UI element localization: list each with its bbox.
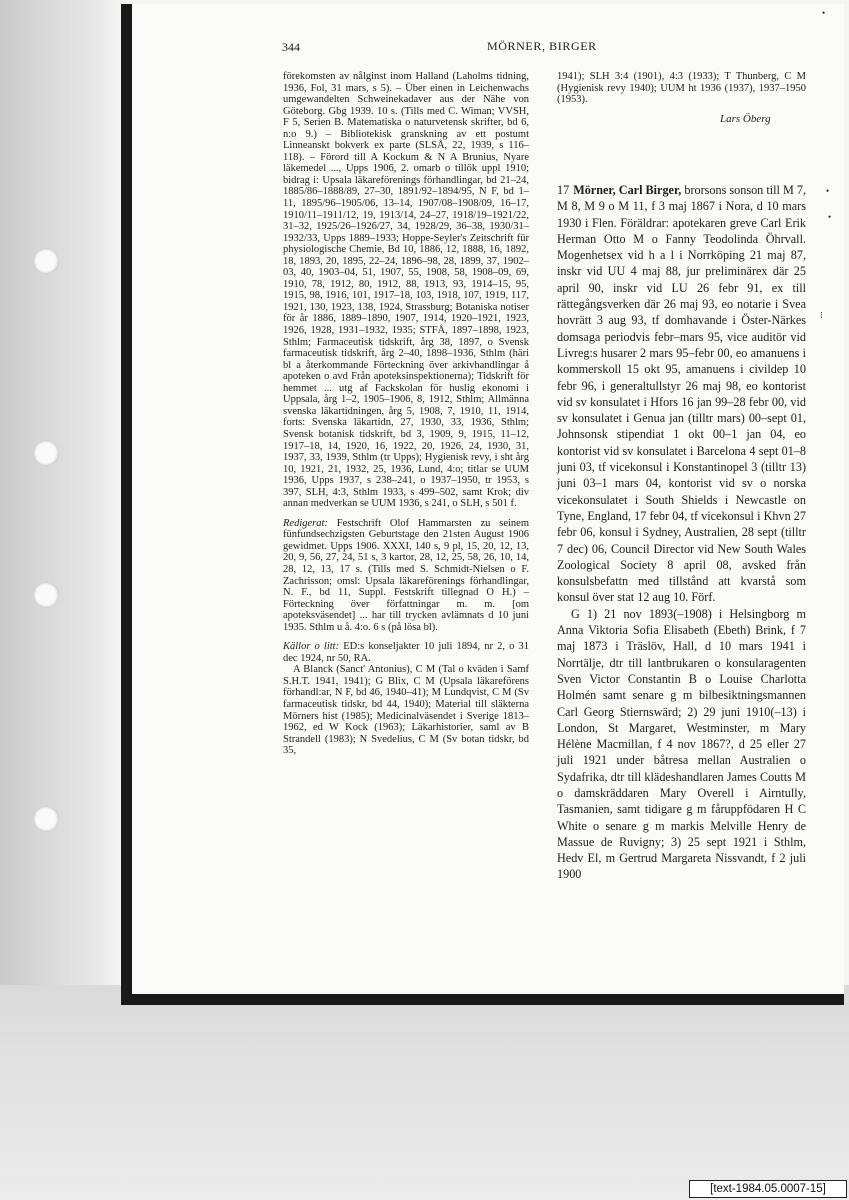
right-column-top [557,71,806,106]
margin-mark: • [822,8,826,18]
biography-entry [557,182,806,606]
edited-label: Redigerat: [283,517,328,529]
bibliography-text: förekomsten av nålginst inom Halland (Laholms tidning, 1936, Fol, 31 mars, s 5). – Über einen in Leichenwachs umgewandelten Schweinekadaver aus der Nähe von Göteborg. Gbg 1939. 10 s. (Tills med C. Wiman; VVSH, F 5, Serien B. Matematiska o naturvetensk skrifter, bd 6, n:o 9.) – Bibliotekisk granskning av ett postumt Linneanskt bokverk ex parte (SLSÅ, 22, 1939, s 116–118). – Förord till A Kockum & N A Brunius, Nyare läkemedel ..., Upps 1906, 2. omarb o tillök uppl 1910; bidrag i: Upsala läkareförenings förhandlingar, bd 21–24, 1885/86–1888/89, 27–30, 1891/92–1894/95, N F, bd 1–11, 1895/96–1905/06, 13–14, 1907/08–1908/09, 16–17, 1910/11–1911/12, 19, 1913/14, 24–27, 1918/19–1921/22, 31–32, 1925/26–1926/27, 34, 1928/29, 36–38, 1930/31–1932/33, Upps 1889–1933; Hoppe-Seyler's Zeitschrift für physiologische Chemie, Bd 10, 1886, 12, 1888, 16, 1892, 18, 1893, 20, 1895, 22–24, 1896–98, 28, 1899, 37, 1902–03, 40, 1903–04, 51, 1907, 55, 1908, 58, 1908–09, 69, 1910, 78, 1912, 80, 1912, 88, 1913, 93, 1914–15, 95, 1915, 98, 1916, 101, 1917–18, 103, 1918, 107, 1919, 117, 1921, 130, 1923, 138, 1924, Strassburg; Botaniska notiser för år 1886, 1889–1890, 1907, 1914, 1920–1921, 1923, 1926, 1928, 1931–1932, 1935; STFÅ, 1897–1898, 1923, Sthlm; Farmaceutisk tidskrift, årg 38, 1897, o Svensk farmaceutisk tidskrift, årg 2–40, 1898–1936, Sthlm (häri bl a återkommande Förteckning över arkivhandlingar å apoteken o avd Från apoteksinspektionerna); Tidskrift för hemmet ... utg af Fackskolan för huslig ekonomi i Uppsala, årg 1–2, 1905–1906, 8, 1912, Sthlm; Allmänna svenska läkartidningen, årg 5, 1908, 7, 1910, 11, 1914, forts: Svenska läkartidn, 27, 1930, 33, 1936, Sthlm; Svensk botanisk tidskrift, bd 3, 1909, 9, 1915, 11–12, 1917–18, 14, 1920, 16, 1922, 20, 1926, 24, 1930, 31, 1937, 33, 1939, Sthlm (tr Upps); Hygienisk revy, i sht årg 10, 1921, 21, 1932, 25, 1936, Lund, 4:o; titlar se UUM 1936, Upps 1937, s 238–241, o 1937–1950, tr 1953, s 397, SLH, 4:3, Sthlm 1933, s 499–502, samt Krok; div annan medverkan se UUM 1936, s 241, o SLH, s 501 f. [283,71,529,510]
margin-mark: • [826,186,830,196]
sources-continuation: 1941); SLH 3:4 (1901), 4:3 (1933); T Thunberg, C M (Hygienisk revy 1940); UUM ht 1936 (1937), 1937–1950 (1953). [557,71,806,106]
running-head: MÖRNER, BIRGER [487,39,597,53]
left-column [283,71,529,757]
entry-number: 17 [557,183,570,197]
entry-name: Mörner, Carl Birger, [573,183,682,197]
margin-mark: • [828,212,832,222]
entry-text: brorsons sonson till M 7, M 8, M 9 o M 11, f 3 maj 1867 i Nora, d 10 mars 1930 i Flen. Föräldrar: apotekaren greve Carl Erik Herman Otto M o Fanny Teodolinda Öhrvall. Mogenhetsex vid h a l i Norrköping 21 maj 87, inskr vid UU 4 maj 88, jur preliminärex där 25 april 90, inskr vid LU 26 febr 91, ex till rättegångsverken där 26 maj 93, eo notarie i Svea hovrätt 3 aug 93, tf domhavande i Öster-Närkes domsaga periodvis febr–mars 95, vice auditör vid Livreg:s husarer 2 mars 95–febr 00, eo amanuens i kommerskoll 15 okt 95, amanuens i civildep 10 febr 96, i generaltullstyr 26 maj 98, eo kontorist vid sv konsulatet i Hfors 16 jan 99–28 febr 00, vid sv konsulatet i Genua jan (tilltr mars) 00–sept 01, Johnsonsk stipendiat 1 okt 00–1 jan 04, eo kontorist vid sv konsulatet i Barcelona 4 sept 01–8 juni 03, tf vicekonsul i Konstantinopel 3 (tilltr 13) juni 03–1 mars 04, kontorist vid sv o norska vicekonsulatet i South Shields i Newcastle on Tyne, England, 17 febr 04, tf vicekonsul i Khvn 27 febr 06, konsul i Sydney, Australien, 28 sept (tilltr 7 dec) 06, Council Director vid New South Wales Zoological Society 8 april 08, avsked från konsulsbefattn med tillstånd att kvarstå som konsul över stat 12 aug 10. Förf. [557,183,806,605]
scan-shadow-bottom [0,985,849,1200]
punch-hole [33,248,59,274]
sources-heading [283,641,529,664]
punch-hole [33,440,59,466]
author-signature: Lars Öberg [720,113,771,125]
margin-mark: ⁝ [820,310,823,320]
right-column [557,182,806,883]
punch-hole [33,806,59,832]
page-number: 344 [282,40,300,54]
marriage-entry: G 1) 21 nov 1893(–1908) i Helsingborg m Anna Viktoria Sofia Elisabeth (Ebeth) Brink, f 7 maj 1873 i Träslöv, Hall, d 10 mars 1941 i Norrtälje, dtr till lantbrukaren o konsularagenten Sven Victor Constantin B o Louise Charlotta Holmén samt senare g m bilbesiktningsmannen Carl Georg Stiernswärd; 2) 29 juni 1910(–13) i London, St Margaret, Westminster, m Mary Hélène Macmillan, f 4 nov 1867?, d 25 eller 27 juli 1921 under båtresa mellan Australien o Sydafrika, dtr till klädeshandlaren James Coutts M o damskräddaren Mary Overell i Airntully, Tasmanien, samt tidigare g m fåruppfödaren H C White o senare g m markis Melville Henry de Massue de Ruvigny; 3) 25 sept 1921 i Sthlm, Hedv El, m Gertrud Margareta Nissvandt, f 2 juli 1900 [557,606,806,882]
edited-text: Festschrift Olof Hammarsten zu seinem fünfundsechzigsten Geburtstage den 21sten August 1906 gewidmet. Upps 1906. XXXI, 140 s, 9 pl, 15, 20, 12, 13, 20, 9, 56, 27, 24, 51 s, 3 kartor, 28, 12, 25, 58, 26, 10, 14, 28, 12, 13, 17 s. (Tills med S. Schmidt-Nielsen o F. Zachrisson; omsl: Upsala läkareförenings förhandlingar, N. F., bd 11, Suppl. Festskrift tillegnad O H.) – Förteckning över författningar m. m. [om apoteksväsendet] ... har till trycken avlämnats d 10 juni 1935. Sthlm u å. 4:o. 6 s (på lösa bl). [283,517,529,633]
punch-hole [33,582,59,608]
sources-literature: A Blanck (Sanct' Antonius), C M (Tal o kväden i Samf S.H.T. 1941, 1941); G Blix, C M (Upsala läkareförens förhandl:ar, N F, bd 46, 1940–41); M Lundqvist, C M (Sv farmaceutisk tidskr, bd 44, 1940); Material till släkterna Mörners hist (1985); Medicinalväsendet i Sverige 1813–1962, ed W Kock (1963); Läkarhistorier, saml av B Strandell (1983); N Svedelius, C M (Sv botan tidskr, bd 35, [283,664,529,757]
archive-stamp: [text-1984.05.0007-15] [689,1180,847,1198]
edited-works [283,518,529,633]
sources-label: Källor o litt: [283,641,340,653]
sources-text: ED:s konseljakter 10 juli 1894, nr 2, o 31 dec 1924, nr 50, RA. [283,641,529,664]
